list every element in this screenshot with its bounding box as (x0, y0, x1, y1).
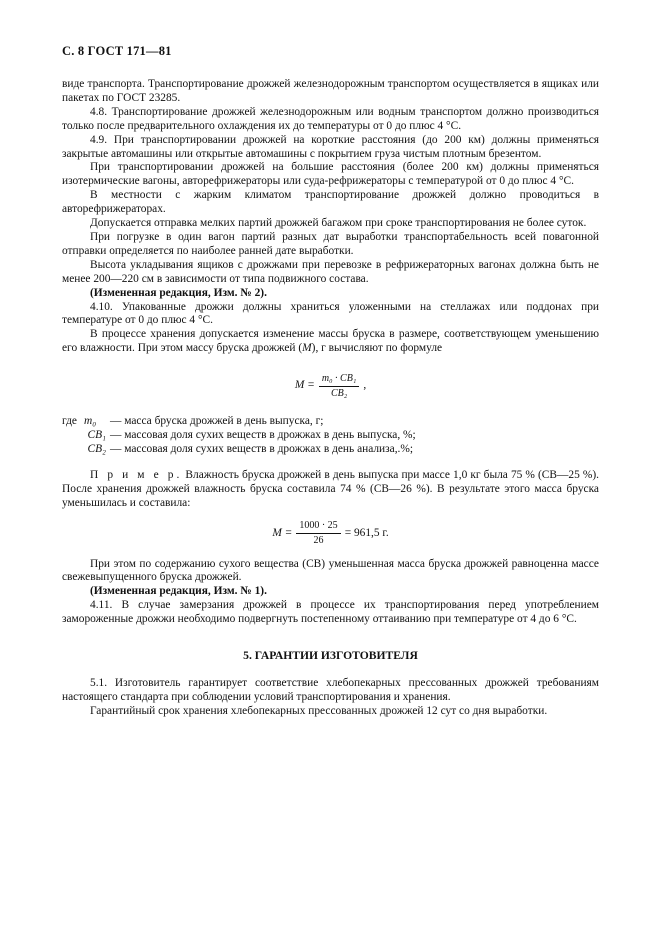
example-label: П р и м е р. (90, 468, 183, 481)
definition-symbol: CB₂ (87, 442, 106, 455)
definition-description: — масса бруска дрожжей в день выпуска, г; (110, 415, 324, 428)
paragraph-small-batches: Допускается отправка мелких партий дрожжей багажом при сроке транспортирования не более суток. (90, 217, 587, 230)
paragraph-4-11: 4.11. В случае замерзания дрожжей в процессе их транспортирования перед употреблением замороженные дрожжи необходимо подвергнуть постепенному оттаиванию при температуре от 4 до 6 °С. (62, 599, 599, 626)
formula-example (62, 519, 599, 549)
definition-symbol: CB₁ (87, 429, 106, 442)
paragraph-4-8: 4.8. Транспортирование дрожжей железнодорожным или водным транспортом должно производиться только после предварительного охлаждения их до температуры от 0 до плюс 4 °С. (62, 105, 599, 132)
definition-symbol: m₀ (84, 415, 97, 428)
paragraph-transport-intro: виде транспорта. Транспортирование дрожжей железнодорожным транспортом осуществляется в ящиках или пакетах по ГОСТ 23285. (62, 78, 599, 104)
definition-row (62, 443, 599, 457)
formula-example-rhs: = 961,5 г. (344, 526, 389, 539)
page-header: С. 8 ГОСТ 171—81 (62, 44, 172, 58)
paragraph-warranty: Гарантийный срок хранения хлебопекарных прессованных дрожжей 12 сут со дня выработки. (90, 704, 548, 717)
paragraph-5-1: 5.1. Изготовитель гарантирует соответствие хлебопекарных прессованных дрожжей требованиям настоящего стандарта при соблюдении условий транспортирования и хранения. (62, 677, 599, 703)
formula-example-denominator: 26 (313, 535, 324, 547)
paragraph-loading: При погрузке в один вагон партий разных дат выработки транспортабельность всей повагонной отправки определяется по наиболее ранней дате выработки. (62, 230, 599, 257)
paragraph-4-9: 4.9. При транспортировании дрожжей на короткие расстояния (до 200 км) должны применяться закрытые автомашины или открытые автомашины с покрытием груза чистым плотным брезентом. (62, 133, 599, 160)
formula-mass-denominator: CB₂ (330, 387, 348, 399)
paragraph-long-distance: При транспортировании дрожжей на большие расстояния (более 200 км) должны применяться изотермические вагоны, авторефрижераторы или суда-рефрижераторы с температурой от 0 до плюс 4 °С. (62, 161, 599, 188)
edit-note-1: (Измененная редакция, Изм. № 1). (90, 585, 267, 598)
example-text: Влажность бруска дрожжей в день выпуска при массе 1,0 кг была 75 % (СВ—25 %). После хранения дрожжей влажность бруска составила 74 % (СВ—26 %). В результате этого масса бруска уменьшилась и составила: (62, 468, 600, 509)
formula-example-numerator: 1000 · 25 (296, 520, 340, 534)
section-5-title: 5. ГАРАНТИИ ИЗГОТОВИТЕЛЯ (243, 649, 418, 663)
mass-change-text-a: В процессе хранения допускается изменение массы бруска в размере, соответствующем уменьшению его влажности. При этом массу бруска дрожжей ( (62, 328, 599, 355)
paragraph-mass-change (62, 328, 599, 356)
formula-mass-fraction (319, 373, 359, 400)
formula-example-lhs: M = (272, 526, 293, 539)
document-body (62, 78, 599, 719)
paragraph-height: Высота укладывания ящиков с дрожжами при перевозке в рефрижераторных вагонах должна быть не менее 200—220 см в зависимости от типа подвижного состава. (62, 258, 599, 285)
mass-change-text-b: ), г вычисляют по формуле (311, 342, 443, 355)
definition-row (62, 415, 599, 429)
edit-note-2: (Измененная редакция, Изм. № 2). (90, 286, 267, 299)
definitions-where: где (62, 415, 77, 428)
formula-mass-tail: , (363, 379, 367, 392)
formula-mass (62, 367, 599, 405)
definition-row (62, 429, 599, 443)
definition-description: — массовая доля сухих веществ в дрожжах в день анализа,.%; (110, 442, 414, 455)
paragraph-equivalent: При этом по содержанию сухого вещества (СВ) уменьшенная масса бруска дрожжей равноценна массе свежевыпущенного бруска дрожжей. (62, 557, 599, 584)
formula-mass-numerator: m₀ · CB₁ (319, 373, 359, 387)
formula-example-fraction (296, 520, 340, 547)
definition-description: — массовая доля сухих веществ в дрожжах в день выпуска, %; (110, 429, 416, 442)
paragraph-4-10: 4.10. Упакованные дрожжи должны храниться уложенными на стеллажах или поддонах при температуре от 0 до плюс 4 °С. (62, 300, 599, 327)
mass-change-symbol: M (302, 342, 312, 355)
formula-mass-lhs: M = (294, 379, 315, 392)
paragraph-hot-climate: В местности с жарким климатом транспортирование дрожжей должно проводиться в авторефрижераторах. (62, 189, 599, 216)
paragraph-example (62, 469, 599, 511)
definitions-list (62, 415, 599, 457)
